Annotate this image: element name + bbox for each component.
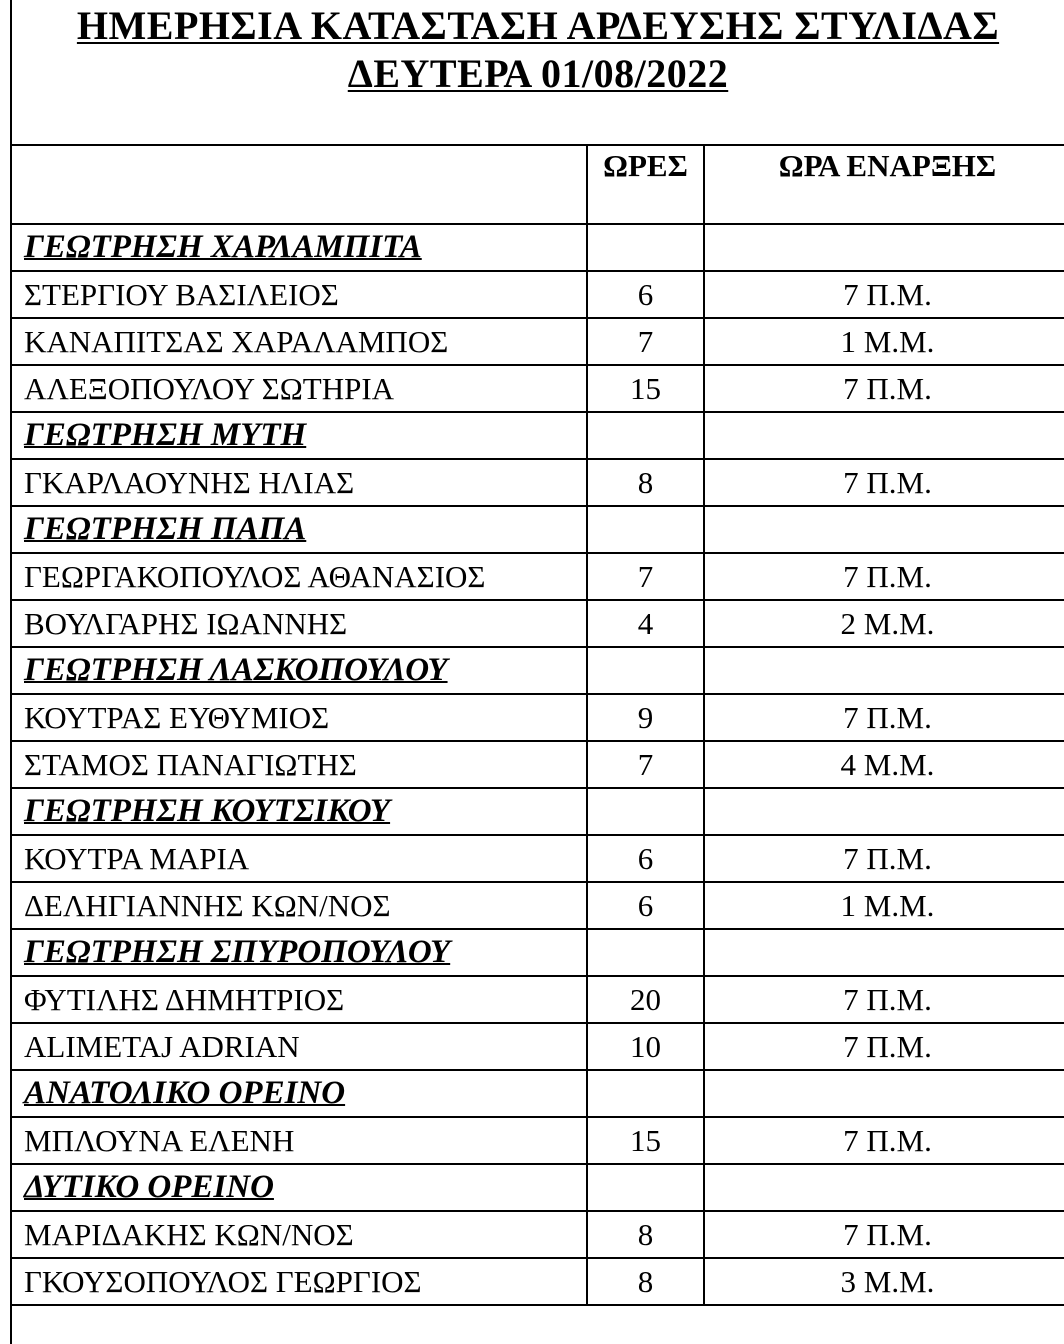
table-row bbox=[11, 1023, 1064, 1070]
person-name: ΚΟΥΤΡΑΣ ΕΥΘΥΜΙΟΣ bbox=[11, 694, 587, 741]
hours-cell: 7 bbox=[587, 741, 704, 788]
section-name: ΓΕΩΤΡΗΣΗ ΚΟΥΤΣΙΚΟΥ bbox=[11, 788, 587, 835]
hours-cell: 8 bbox=[587, 1258, 704, 1305]
section-name: ΓΕΩΤΡΗΣΗ ΛΑΣΚΟΠΟΥΛΟΥ bbox=[11, 647, 587, 694]
start-time-cell: 7 Π.Μ. bbox=[704, 459, 1064, 506]
table-row bbox=[11, 600, 1064, 647]
person-name: ΚΑΝΑΠΙΤΣΑΣ ΧΑΡΑΛΑΜΠΟΣ bbox=[11, 318, 587, 365]
start-time-cell: 2 Μ.Μ. bbox=[704, 600, 1064, 647]
header-name bbox=[11, 145, 587, 224]
start-time-cell bbox=[704, 1070, 1064, 1117]
start-time-cell bbox=[704, 506, 1064, 553]
hours-cell: 9 bbox=[587, 694, 704, 741]
hours-cell: 15 bbox=[587, 1117, 704, 1164]
table-row bbox=[11, 1117, 1064, 1164]
start-time-cell bbox=[704, 224, 1064, 271]
table-row bbox=[11, 318, 1064, 365]
table-row bbox=[11, 1211, 1064, 1258]
header-hours: ΩΡΕΣ bbox=[587, 145, 704, 224]
hours-cell: 7 bbox=[587, 553, 704, 600]
start-time-cell: 3 Μ.Μ. bbox=[704, 1258, 1064, 1305]
hours-cell bbox=[587, 788, 704, 835]
table-row bbox=[11, 835, 1064, 882]
hours-cell: 6 bbox=[587, 882, 704, 929]
person-name: ΚΟΥΤΡΑ ΜΑΡΙΑ bbox=[11, 835, 587, 882]
table-row bbox=[11, 553, 1064, 600]
section-name: ΓΕΩΤΡΗΣΗ ΠΑΠΑ bbox=[11, 506, 587, 553]
hours-cell bbox=[587, 1070, 704, 1117]
hours-cell: 8 bbox=[587, 459, 704, 506]
section-row bbox=[11, 224, 1064, 271]
person-name: ΓΚΑΡΛΑΟΥΝΗΣ ΗΛΙΑΣ bbox=[11, 459, 587, 506]
start-time-cell: 7 Π.Μ. bbox=[704, 365, 1064, 412]
hours-cell: 7 bbox=[587, 318, 704, 365]
section-row bbox=[11, 412, 1064, 459]
person-name: ΒΟΥΛΓΑΡΗΣ ΙΩΑΝΝΗΣ bbox=[11, 600, 587, 647]
person-name: ALIMETAJ ADRIAN bbox=[11, 1023, 587, 1070]
person-name: ΣΤΑΜΟΣ ΠΑΝΑΓΙΩΤΗΣ bbox=[11, 741, 587, 788]
section-name: ΓΕΩΤΡΗΣΗ ΧΑΡΛΑΜΠΙΤΑ bbox=[11, 224, 587, 271]
table-row bbox=[11, 694, 1064, 741]
person-name: ΓΕΩΡΓΑΚΟΠΟΥΛΟΣ ΑΘΑΝΑΣΙΟΣ bbox=[11, 553, 587, 600]
start-time-cell: 1 Μ.Μ. bbox=[704, 318, 1064, 365]
section-name: ΓΕΩΤΡΗΣΗ ΣΠΥΡΟΠΟΥΛΟΥ bbox=[11, 929, 587, 976]
start-time-cell bbox=[704, 788, 1064, 835]
start-time-cell: 7 Π.Μ. bbox=[704, 835, 1064, 882]
table-row bbox=[11, 459, 1064, 506]
person-name: ΜΠΛΟΥΝΑ ΕΛΕΝΗ bbox=[11, 1117, 587, 1164]
section-row bbox=[11, 647, 1064, 694]
section-name: ΓΕΩΤΡΗΣΗ ΜΥΤΗ bbox=[11, 412, 587, 459]
table-row bbox=[11, 741, 1064, 788]
start-time-cell bbox=[704, 647, 1064, 694]
person-name: ΑΛΕΞΟΠΟΥΛΟΥ ΣΩΤΗΡΙΑ bbox=[11, 365, 587, 412]
start-time-cell: 7 Π.Μ. bbox=[704, 976, 1064, 1023]
start-time-cell bbox=[704, 1164, 1064, 1211]
hours-cell bbox=[587, 647, 704, 694]
start-time-cell: 7 Π.Μ. bbox=[704, 271, 1064, 318]
section-row bbox=[11, 506, 1064, 553]
section-row bbox=[11, 1164, 1064, 1211]
table-row bbox=[11, 976, 1064, 1023]
hours-cell bbox=[587, 412, 704, 459]
start-time-cell: 4 Μ.Μ. bbox=[704, 741, 1064, 788]
hours-cell: 15 bbox=[587, 365, 704, 412]
document-title: ΗΜΕΡΗΣΙΑ ΚΑΤΑΣΤΑΣΗ ΑΡΔΕΥΣΗΣ ΣΤΥΛΙΔΑΣ bbox=[76, 3, 1000, 48]
start-time-cell: 7 Π.Μ. bbox=[704, 553, 1064, 600]
hours-cell: 6 bbox=[587, 835, 704, 882]
table-row bbox=[11, 882, 1064, 929]
section-row bbox=[11, 929, 1064, 976]
document-date: ΔΕΥΤΕΡΑ 01/08/2022 bbox=[347, 51, 729, 96]
hours-cell bbox=[587, 929, 704, 976]
hours-cell: 4 bbox=[587, 600, 704, 647]
irrigation-table bbox=[10, 144, 1064, 1306]
hours-cell: 20 bbox=[587, 976, 704, 1023]
hours-cell bbox=[587, 224, 704, 271]
table-row bbox=[11, 271, 1064, 318]
start-time-cell: 7 Π.Μ. bbox=[704, 1117, 1064, 1164]
hours-cell: 10 bbox=[587, 1023, 704, 1070]
header-start-time: ΩΡΑ ΕΝΑΡΞΗΣ bbox=[704, 145, 1064, 224]
hours-cell bbox=[587, 1164, 704, 1211]
table-header-row bbox=[11, 145, 1064, 224]
start-time-cell: 1 Μ.Μ. bbox=[704, 882, 1064, 929]
start-time-cell bbox=[704, 929, 1064, 976]
section-row bbox=[11, 788, 1064, 835]
person-name: ΜΑΡΙΔΑΚΗΣ ΚΩΝ/ΝΟΣ bbox=[11, 1211, 587, 1258]
person-name: ΦΥΤΙΛΗΣ ΔΗΜΗΤΡΙΟΣ bbox=[11, 976, 587, 1023]
person-name: ΣΤΕΡΓΙΟΥ ΒΑΣΙΛΕΙΟΣ bbox=[11, 271, 587, 318]
hours-cell: 8 bbox=[587, 1211, 704, 1258]
person-name: ΓΚΟΥΣΟΠΟΥΛΟΣ ΓΕΩΡΓΙΟΣ bbox=[11, 1258, 587, 1305]
table-row bbox=[11, 1258, 1064, 1305]
hours-cell: 6 bbox=[587, 271, 704, 318]
section-name: ΑΝΑΤΟΛΙΚΟ ΟΡΕΙΝΟ bbox=[11, 1070, 587, 1117]
hours-cell bbox=[587, 506, 704, 553]
section-row bbox=[11, 1070, 1064, 1117]
table-row bbox=[11, 365, 1064, 412]
start-time-cell: 7 Π.Μ. bbox=[704, 694, 1064, 741]
person-name: ΔΕΛΗΓΙΑΝΝΗΣ ΚΩΝ/ΝΟΣ bbox=[11, 882, 587, 929]
start-time-cell: 7 Π.Μ. bbox=[704, 1023, 1064, 1070]
start-time-cell bbox=[704, 412, 1064, 459]
section-name: ΔΥΤΙΚΟ ΟΡΕΙΝΟ bbox=[11, 1164, 587, 1211]
start-time-cell: 7 Π.Μ. bbox=[704, 1211, 1064, 1258]
